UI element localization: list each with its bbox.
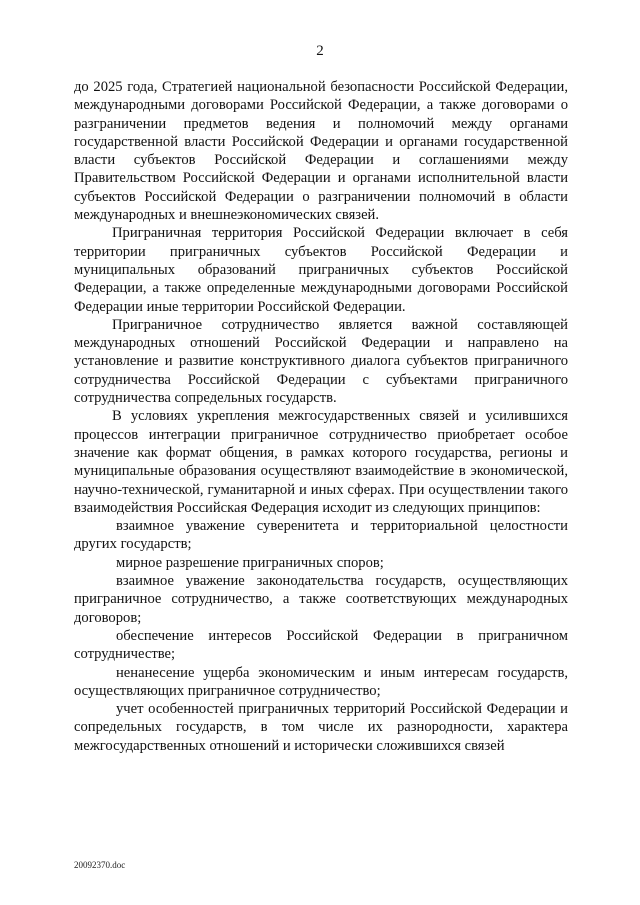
principle-item: взаимное уважение законодательства государств, осуществляющих приграничное сотрудничество, а также соответствующих международных договоров; [74, 573, 568, 626]
paragraph-cooperation-definition: Приграничное сотрудничество является важной составляющей международных отношений Российской Федерации и направлено на установление и развитие конструктивного диалога субъектов приграничного сотрудничества Российской Федерации с субъектами приграничного сотрудничества сопредельных государств. [74, 316, 568, 407]
paragraph-border-territory: Приграничная территория Российской Федерации включает в себя территории приграничных субъектов Российской Федерации и муниципальных образований приграничных субъектов Российской Федерации, а также определенные международными договорами Российской Федерации иные территории Российской Федерации. [74, 225, 568, 315]
page-number: 2 [316, 43, 324, 59]
document-file-code: 20092370.doc [74, 860, 126, 870]
paragraph-continuation: до 2025 года, Стратегией национальной безопасности Российской Федерации, международными договорами Российской Федерации, а также договорами о разграничении предметов ведения и полномочий между органами государственной власти Российской Федерации и органами государственной власти субъектов Российской Федерации и соглашениями между Правительством Российской Федерации и органами исполнительной власти субъектов Российской Федерации о разграничении полномочий в области международных и внешнеэкономических связей. [74, 79, 568, 224]
principle-item: взаимное уважение суверенитета и территориальной целостности других государств; [74, 518, 568, 553]
document-body [74, 78, 568, 755]
principle-item: учет особенностей приграничных территорий Российской Федерации и сопредельных государств, в том числе их разнородности, характера межгосударственных отношений и исторически сложившихся связей [74, 701, 568, 754]
principle-item: ненанесение ущерба экономическим и иным интересам государств, осуществляющих приграничное сотрудничество; [74, 664, 568, 699]
principle-item: обеспечение интересов Российской Федерации в приграничном сотрудничестве; [74, 627, 568, 663]
paragraph-principles-intro: В условиях укрепления межгосударственных связей и усилившихся процессов интеграции приграничное сотрудничество приобретает особое значение как формат общения, в рамках которого государства, регионы и муниципальные образования осуществляют взаимодействие в экономической, научно-технической, гуманитарной и иных сферах. При осуществлении такого взаимодействия Российская Федерация исходит из следующих принципов: [74, 408, 568, 516]
principle-item: мирное разрешение приграничных споров; [116, 554, 384, 571]
